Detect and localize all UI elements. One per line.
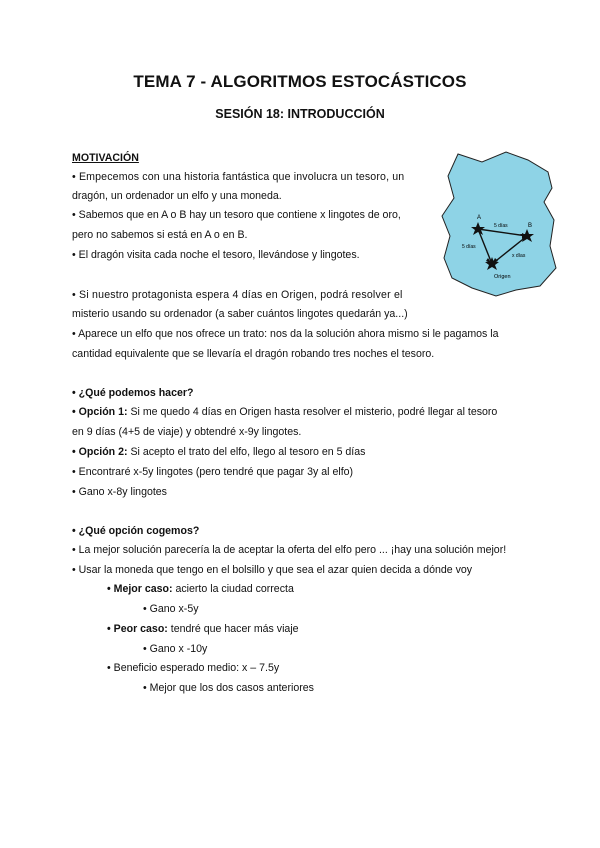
peor-caso-text: tendré que hacer más viaje — [167, 623, 299, 635]
peor-caso-sub: • Gano x -10y — [143, 643, 208, 655]
mejor-caso-sub: • Gano x-5y — [143, 603, 199, 615]
peor-caso-label: • Peor caso: — [107, 623, 168, 635]
que-opcion-line-2: • Usar la moneda que tengo en el bolsillo y que sea el azar quien decida a dónde voy — [72, 564, 473, 576]
motivacion-line-1: • Empecemos con una historia fantástica que involucra un tesoro, un — [72, 171, 405, 183]
que-hacer-heading: • ¿Qué podemos hacer? — [72, 387, 194, 399]
que-opcion-line-1: • La mejor solución parecería la de aceptar la oferta del elfo pero ... ¡hay una solución mejor! — [72, 544, 507, 556]
page-title: TEMA 7 - ALGORITMOS ESTOCÁSTICOS — [133, 72, 467, 91]
opcion-2-bullet-2: • Gano x-8y lingotes — [72, 486, 167, 498]
map-label-5dias-top: 5 días — [494, 223, 508, 229]
motivacion-line-5: • El dragón visita cada noche el tesoro, llevándose y lingotes. — [72, 249, 360, 261]
opcion-1-text: Si me quedo 4 días en Origen hasta resolver el misterio, podré llegar al tesoro — [127, 406, 498, 418]
map-label-xdias: x días — [512, 253, 526, 259]
opcion-2-text: Si acepto el trato del elfo, llego al tesoro en 5 días — [127, 446, 366, 458]
beneficio-sub: • Mejor que los dos casos anteriores — [143, 682, 314, 694]
opcion-1-line — [72, 405, 497, 419]
beneficio-line: • Beneficio esperado medio: x – 7.5y — [107, 662, 280, 674]
mejor-caso-line — [107, 582, 294, 596]
treasure-map-illustration — [436, 150, 566, 298]
motivacion-line-3: • Sabemos que en A o B hay un tesoro que contiene x lingotes de oro, — [72, 209, 401, 221]
motivacion-line-8: • Aparece un elfo que nos ofrece un trato: nos da la solución ahora mismo si le pagamos la — [72, 328, 499, 340]
motivacion-heading: MOTIVACIÓN — [72, 152, 139, 164]
opcion-2-bullet-1: • Encontraré x-5y lingotes (pero tendré que pagar 3y al elfo) — [72, 466, 354, 478]
motivacion-line-2: dragón, un ordenador un elfo y una moneda. — [72, 190, 282, 202]
map-label-origen: Origen — [494, 274, 511, 280]
motivacion-line-6: • Si nuestro protagonista espera 4 días en Origen, podrá resolver el — [72, 289, 403, 301]
opcion-2-line — [72, 445, 365, 459]
mejor-caso-text: acierto la ciudad correcta — [172, 583, 294, 595]
opcion-1-continuation: en 9 días (4+5 de viaje) y obtendré x-9y lingotes. — [72, 426, 302, 438]
motivacion-line-4: pero no sabemos si está en A o en B. — [72, 229, 248, 241]
motivacion-line-7: misterio usando su ordenador (a saber cuántos lingotes quedarán ya...) — [72, 308, 408, 320]
map-label-a: A — [477, 215, 482, 221]
map-label-5dias-left: 5 días — [462, 244, 476, 250]
map-label-b: B — [528, 223, 533, 229]
mejor-caso-label: • Mejor caso: — [107, 583, 173, 595]
motivacion-line-9: cantidad equivalente que se llevaría el dragón robando tres noches el tesoro. — [72, 348, 435, 360]
que-opcion-heading: • ¿Qué opción cogemos? — [72, 525, 200, 537]
peor-caso-line — [107, 622, 299, 636]
page-subtitle: SESIÓN 18: INTRODUCCIÓN — [215, 107, 385, 121]
opcion-2-label: • Opción 2: — [72, 446, 128, 458]
opcion-1-label: • Opción 1: — [72, 406, 128, 418]
